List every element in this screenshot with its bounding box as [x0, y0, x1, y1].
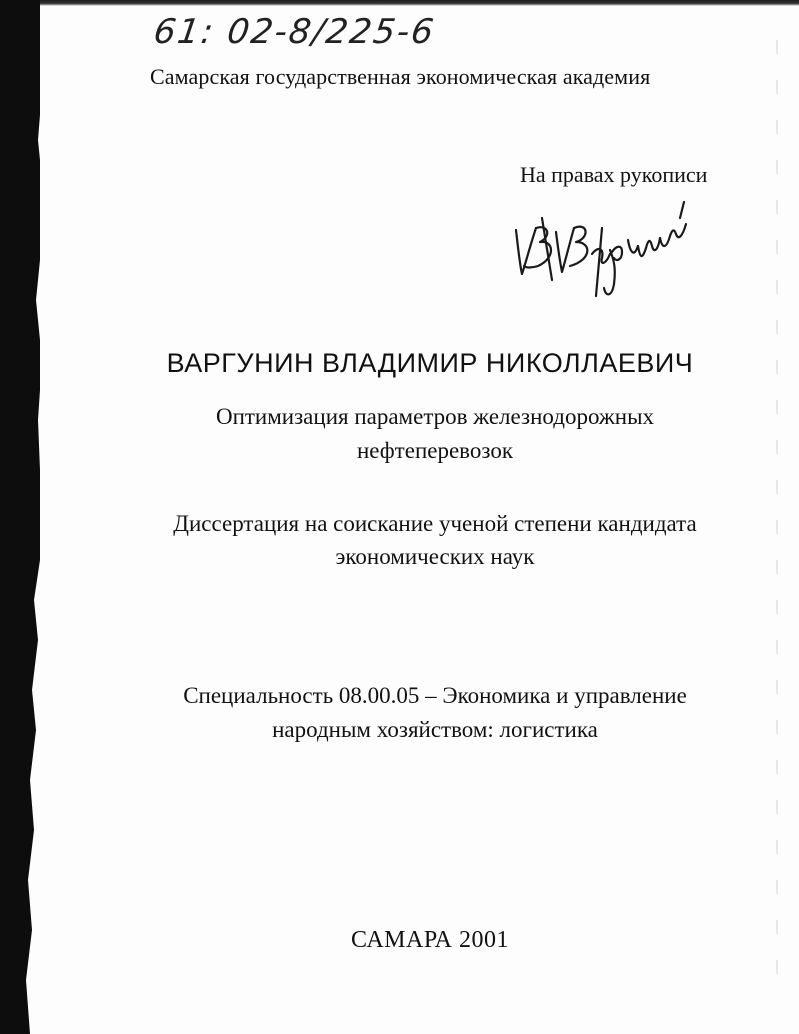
author-signature — [508, 188, 698, 300]
specialty-line-1: Специальность 08.00.05 – Экономика и управление — [183, 683, 687, 708]
author-name: ВАРГУНИН ВЛАДИМИР НИКОЛЛАЕВИЧ — [166, 348, 694, 378]
city-year: САМАРА 2001 — [351, 927, 509, 953]
academy-name: Самарская государственная экономическая академия — [150, 64, 651, 89]
degree-line-2: экономических наук — [335, 544, 535, 569]
scan-right-artifact — [776, 40, 778, 1000]
scan-top-edge — [0, 0, 799, 6]
dissertation-title-line-2: нефтеперевозок — [356, 438, 513, 463]
dissertation-title-line-1: Оптимизация параметров железнодорожных — [215, 404, 655, 429]
scan-left-edge — [0, 0, 40, 1034]
degree-line-1: Диссертация на соискание ученой степени кандидата — [173, 511, 697, 536]
specialty-line-2: народным хозяйством: логистика — [272, 717, 598, 742]
manuscript-notice: На правах рукописи — [520, 162, 708, 187]
archive-number: 61: 02-8/225-6 — [151, 12, 438, 52]
